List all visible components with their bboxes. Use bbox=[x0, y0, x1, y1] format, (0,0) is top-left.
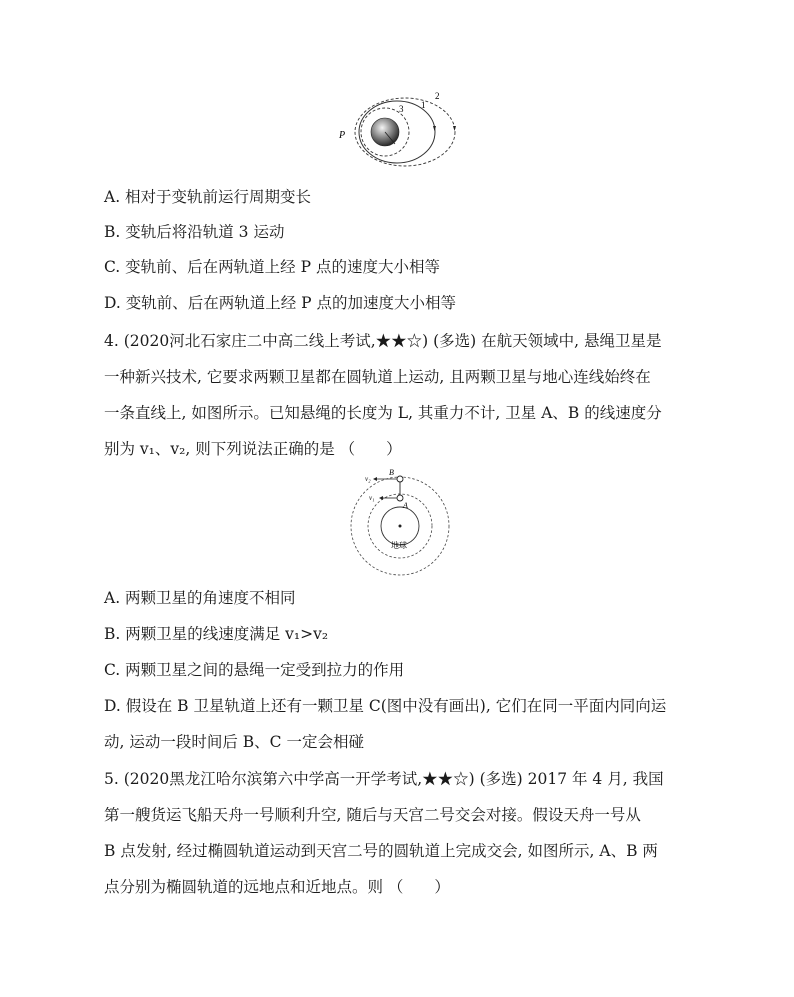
q4-stem-line-4: 别为 v₁、v₂, 则下列说法正确的是 （ ） bbox=[104, 440, 402, 458]
orbit-transfer-figure bbox=[335, 86, 465, 176]
orbit-2 bbox=[355, 98, 455, 166]
label-3: 3 bbox=[399, 104, 404, 114]
orbit-2-arrow bbox=[453, 126, 456, 131]
q4-option-b: B. 两颗卫星的线速度满足 v₁>v₂ bbox=[104, 625, 329, 643]
q3-option-d: D. 变轨前、后在两轨道上经 P 点的加速度大小相等 bbox=[104, 294, 457, 312]
label-2: 2 bbox=[435, 91, 440, 101]
q3-option-b: B. 变轨后将沿轨道 3 运动 bbox=[104, 223, 285, 241]
satellite-b bbox=[397, 476, 403, 482]
tether-diagram bbox=[345, 468, 455, 578]
q4-option-d-line-1: D. 假设在 B 卫星轨道上还有一颗卫星 C(图中没有画出), 它们在同一平面内同向运 bbox=[104, 697, 667, 715]
label-b: B bbox=[389, 468, 394, 477]
q5-stem-line-1: 5. (2020黑龙江哈尔滨第六中学高一开学考试,★★☆) (多选) 2017 年 4 月, 我国 bbox=[104, 770, 664, 788]
q4-option-d-line-2: 动, 运动一段时间后 B、C 一定会相碰 bbox=[104, 733, 364, 751]
q3-option-a: A. 相对于变轨前运行周期变长 bbox=[104, 188, 312, 206]
q4-option-c: C. 两颗卫星之间的悬绳一定受到拉力的作用 bbox=[104, 661, 405, 679]
label-earth: 地球 bbox=[391, 541, 407, 550]
q5-stem-line-3: B 点发射, 经过椭圆轨道运动到天宫二号的圆轨道上完成交会, 如图所示, A、B 两 bbox=[104, 842, 658, 860]
q4-option-a: A. 两颗卫星的角速度不相同 bbox=[104, 589, 296, 607]
label-v2: v₂ bbox=[365, 475, 371, 483]
orbit-diagram bbox=[335, 86, 465, 176]
q3-option-c: C. 变轨前、后在两轨道上经 P 点的速度大小相等 bbox=[104, 258, 440, 276]
q4-stem-line-1: 4. (2020河北石家庄二中高二线上考试,★★☆) (多选) 在航天领域中, 悬绳卫星是 bbox=[104, 332, 662, 350]
label-p: P bbox=[339, 130, 346, 141]
earth-center bbox=[399, 525, 402, 528]
label-v1: v₁ bbox=[369, 494, 375, 502]
q4-stem-line-3: 一条直线上, 如图所示。已知悬绳的长度为 L, 其重力不计, 卫星 A、B 的线速度分 bbox=[104, 404, 662, 422]
label-1: 1 bbox=[421, 100, 426, 110]
q5-stem-line-2: 第一艘货运飞船天舟一号顺利升空, 随后与天宫二号交会对接。假设天舟一号从 bbox=[104, 806, 641, 824]
orbit-1-arrow bbox=[433, 126, 436, 131]
q5-stem-line-4: 点分别为椭圆轨道的远地点和近地点。则 （ ） bbox=[104, 878, 450, 896]
label-a: A bbox=[403, 501, 408, 510]
q4-stem-line-2: 一种新兴技术, 它要求两颗卫星都在圆轨道上运动, 且两颗卫星与地心连线始终在 bbox=[104, 368, 651, 386]
tether-satellite-figure bbox=[345, 468, 455, 578]
